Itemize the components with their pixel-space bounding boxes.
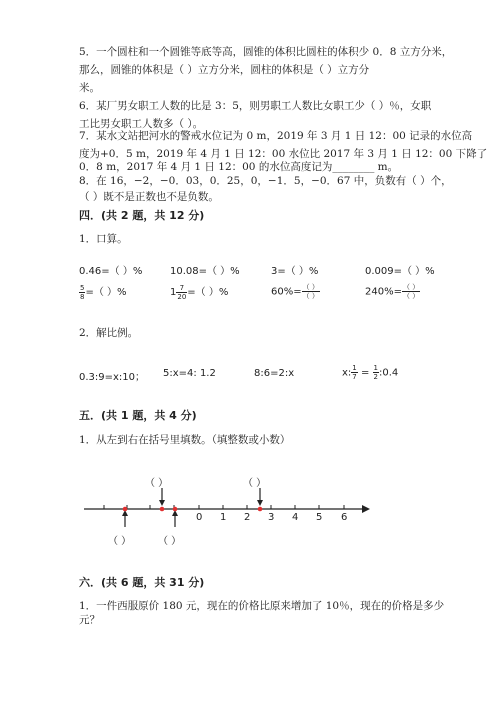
q5-line-2: 那么，圆锥的体积是（ ）立方分米，圆柱的体积是（ ）立方分 [79, 64, 370, 76]
calc-r2-c: 60%= $\frac{( )}{( )}$ [271, 283, 319, 300]
up-arrow-head [172, 510, 178, 516]
prop-a: 0.3:9=x:10； [79, 372, 146, 383]
nl-label-3: 3 [268, 512, 275, 523]
nl-paren-bottom-2: （ ） [158, 536, 182, 547]
prop-c: 8:6=2:x [254, 368, 295, 379]
number-line-arrowhead [362, 505, 370, 513]
nl-label-6: 6 [341, 512, 348, 523]
calc-r1-d: 0.009=（ ）% [365, 266, 435, 277]
nl-label-2: 2 [244, 512, 251, 523]
nl-label-1: 1 [220, 512, 227, 523]
down-arrow-head [159, 500, 165, 506]
q6-line-2: 工比男女职工人数多（ ）。 [79, 118, 204, 130]
point-marker [173, 507, 178, 512]
nl-label-5: 5 [316, 512, 323, 523]
nl-label-4: 4 [292, 512, 299, 523]
calc-r2-b: 1 $\frac{7}{20}$ =（ ）% [170, 283, 229, 301]
s6-q1-line-2: 元？ [79, 614, 100, 626]
section6-heading: 六．(共 6 题，共 31 分) [79, 576, 205, 589]
q8-line-1: 8．在 16，−2，−0．03，0．25，0，−1．5，−0．67 中，负数有（ ）个， [79, 175, 452, 187]
q7-line-1: 7．某水文站把河水的警戒水位记为 0 m，2019 年 3 月 1 日 12：00 记录的水位高 [79, 130, 473, 142]
q7-line-2: 度为+0．5 m，2019 年 4 月 1 日 12：00 水位比 2017 年 3 月 1 日 12：00 下降了 [79, 148, 488, 160]
up-arrow-head [122, 510, 128, 516]
point-marker [258, 507, 263, 512]
section5-heading: 五．(共 1 题，共 4 分) [79, 409, 197, 422]
q6-line-1: 6．某厂男女职工人数的比是 3：5，则男职工人数比女职工少（ ）％，女职 [79, 100, 432, 112]
section4-q1-title: 1．口算。 [79, 233, 128, 245]
nl-paren-top-1: （ ） [145, 478, 169, 489]
prop-b: 5:x=4: 1.2 [163, 368, 216, 379]
calc-r2-d: 240%= $\frac{( )}{( )}$ [365, 283, 420, 300]
q5-line-1: 5．一个圆柱和一个圆锥等底等高，圆锥的体积比圆柱的体积少 0．8 立方分米， [79, 46, 453, 58]
q8-line-2: （ ）既不是正数也不是负数。 [79, 191, 219, 203]
s6-q1-line-1: 1．一件西服原价 180 元，现在的价格比原来增加了 10％，现在的价格是多少 [79, 600, 445, 612]
section4-heading: 四．(共 2 题，共 12 分) [79, 209, 205, 222]
q7-line-3: 0．8 m，2017 年 4 月 1 日 12：00 的水位高度记为________ m。 [79, 161, 399, 173]
calc-r1-c: 3=（ ）% [271, 266, 319, 277]
calc-r1-a: 0.46=（ ）% [79, 266, 143, 277]
q5-line-3: 米。 [79, 82, 100, 94]
calc-r1-b: 10.08=（ ）% [170, 266, 240, 277]
nl-label-0: 0 [196, 512, 203, 523]
nl-paren-bottom-1: （ ） [108, 536, 132, 547]
point-marker [160, 507, 165, 512]
down-arrow-head [257, 500, 263, 506]
section5-q1-title: 1．从左到右在括号里填数。（填整数或小数） [79, 434, 291, 446]
prop-d: x: $\frac{1}{7}$ = $\frac{1}{2}$ :0.4 [342, 364, 399, 381]
nl-paren-top-2: （ ） [243, 478, 267, 489]
calc-r2-a: $\frac{5}{8}$ =（ ）% [80, 283, 127, 301]
point-marker [123, 507, 128, 512]
section4-q2-title: 2．解比例。 [79, 327, 139, 339]
